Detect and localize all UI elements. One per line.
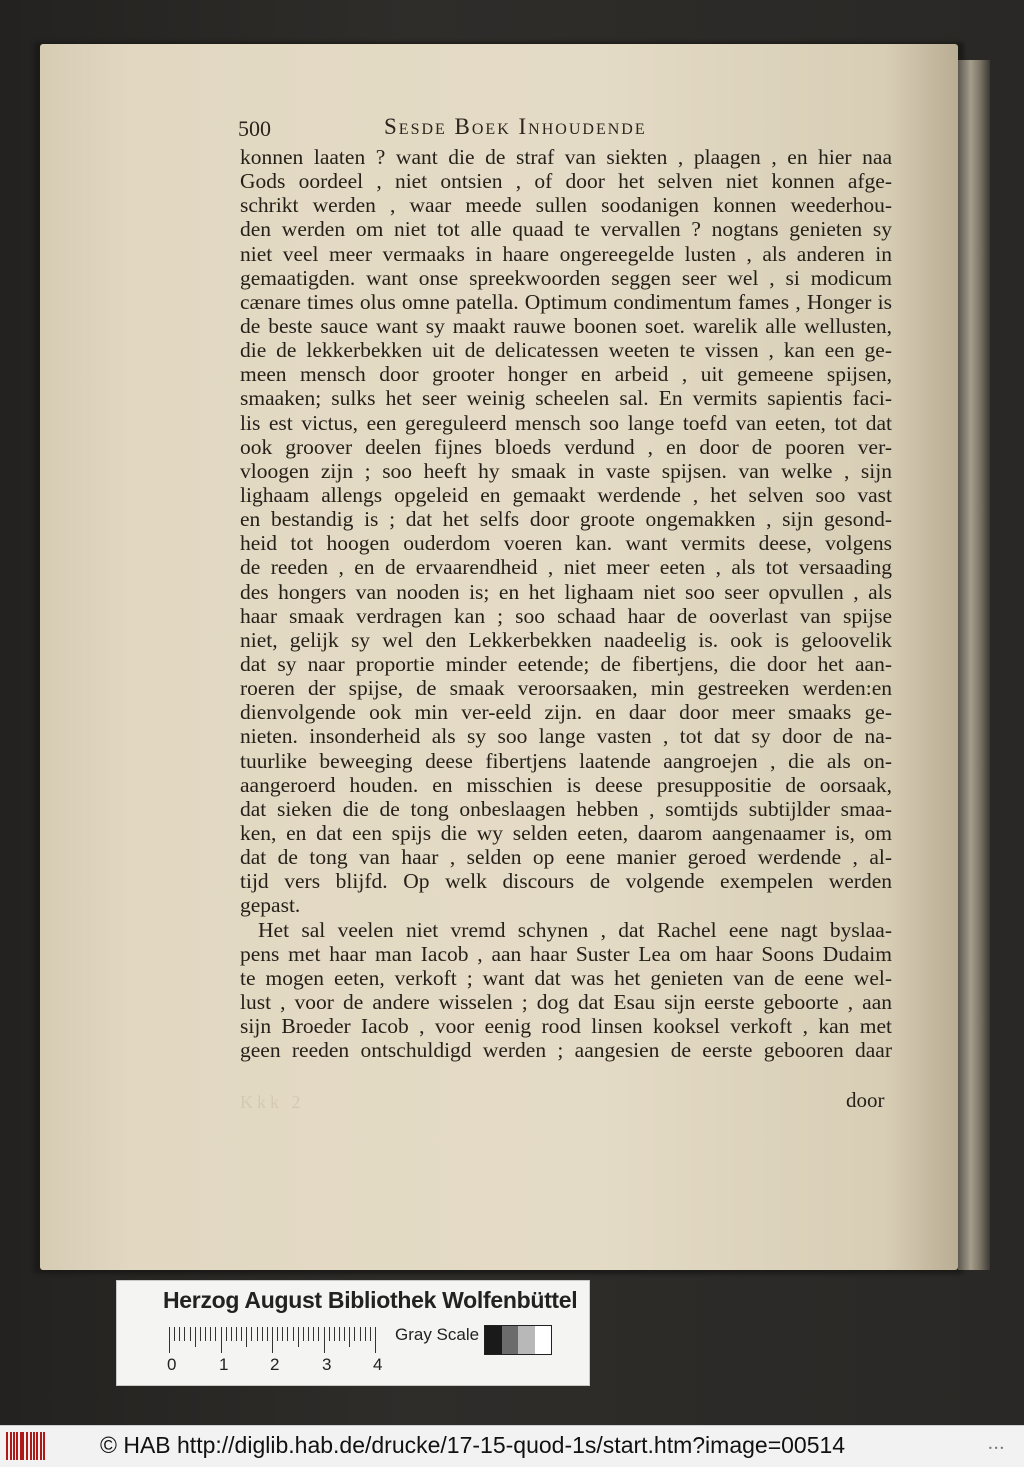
gray-scale-label: Gray Scale xyxy=(395,1325,480,1344)
text-line: aangeroerd houden. en misschien is deese presuppositie de oorsaak, xyxy=(240,772,892,797)
text-line: ook groover deelen fijnes bloeds verdund , en door de pooren ver- xyxy=(240,434,892,459)
logo-bar xyxy=(6,1432,8,1460)
ruler-number: 4 xyxy=(373,1355,383,1374)
ruler-tick xyxy=(262,1327,263,1341)
ruler-tick xyxy=(226,1327,227,1341)
logo-bar xyxy=(26,1432,28,1460)
ruler-tick xyxy=(334,1327,335,1341)
text-line: lust , voor de andere wisselen ; dog dat Esau sijn eerste geboorte , aan xyxy=(240,989,892,1014)
logo-bar xyxy=(22,1432,24,1460)
text-line: roeren der spijse, de smaak veroorsaaken, min gestreeken werden:en xyxy=(240,676,892,701)
ruler-tick xyxy=(251,1327,252,1341)
text-line: te mogen eeten, verkoft ; want dat was het genieten van de eene wel- xyxy=(240,965,892,990)
ruler-tick xyxy=(267,1327,268,1341)
logo-bar xyxy=(36,1432,38,1460)
ruler-tick xyxy=(354,1327,355,1341)
ruler-tick xyxy=(298,1327,299,1347)
text-line: meen mensch door grooter honger en arbeid , uit gemeene spijsen, xyxy=(240,362,892,387)
logo-bar xyxy=(40,1432,42,1460)
menu-dots-icon[interactable]: ••• xyxy=(988,1444,1006,1453)
text-line: gepast. xyxy=(240,893,301,918)
text-line: niet, gelijk sy wel den Lekkerbekken naadeelig is. ook is geloovelik xyxy=(240,627,892,652)
text-line: smaaken; sulks het seer weinig scheelen sal. En vermits sapientis faci- xyxy=(240,386,892,411)
text-line: die de lekkerbekken uit de delicatessen weeten te vissen , kan een ge- xyxy=(240,338,892,363)
ruler-number: 2 xyxy=(270,1355,280,1374)
ruler-tick xyxy=(349,1327,350,1347)
text-line: gemaatigden. want onse spreekwoorden seggen seer wel , si modicum xyxy=(240,265,892,290)
ruler-tick xyxy=(293,1327,294,1341)
text-line: sijn Broeder Iacob , voor eenig rood linsen kooksel verkoft , kan met xyxy=(240,1014,892,1039)
ruler-tick xyxy=(205,1327,206,1341)
ruler-tick xyxy=(375,1327,376,1353)
ruler-tick xyxy=(221,1327,222,1353)
text-line: konnen laaten ? want die de straf van siekten , plaagen , en hier naa xyxy=(240,145,892,169)
text-line: Het sal veelen niet vremd schynen , dat Rachel eene nagt byslaa- xyxy=(258,917,892,942)
gray-swatch xyxy=(535,1326,552,1354)
logo-bar xyxy=(33,1432,35,1460)
gray-swatch xyxy=(502,1326,519,1354)
ruler-tick xyxy=(236,1327,237,1341)
ruler-tick xyxy=(339,1327,340,1341)
library-title: Herzog August Bibliothek Wolfenbüttel xyxy=(163,1287,578,1313)
ruler-tick xyxy=(370,1327,371,1341)
logo-bar xyxy=(10,1432,12,1460)
footer-bar xyxy=(0,1425,1024,1467)
ruler-tick xyxy=(360,1327,361,1341)
text-line: den werden om niet tot alle quaad te vervallen ? nogtans genieten sy xyxy=(240,217,892,242)
text-line: cænare times olus omne patella. Optimum condimentum fames , Honger is xyxy=(240,289,892,314)
text-line: nieten. insonderheid als sy soo lange vasten , tot dat sy door de na- xyxy=(240,724,892,749)
text-line: Gods oordeel , niet ontsien , of door het selven niet konnen afge- xyxy=(240,169,892,194)
ruler-number: 1 xyxy=(219,1355,229,1374)
text-line: niet veel meer vermaaks in haare ongereegelde lusten , als anderen in xyxy=(240,241,892,266)
ruler-number: 3 xyxy=(322,1355,332,1374)
text-line: schrikt werden , waar meede sullen soodanigen konnen weederhou- xyxy=(240,193,892,218)
ruler-tick xyxy=(282,1327,283,1341)
ruler-tick xyxy=(365,1327,366,1341)
logo-bar xyxy=(13,1432,15,1460)
text-line: tijd vers blijfd. Op welk discours de volgende exempelen werden xyxy=(240,869,892,894)
page-header xyxy=(238,112,888,146)
ruler-tick xyxy=(200,1327,201,1341)
ruler-tick xyxy=(329,1327,330,1341)
text-line: lis est victus, een gereguleerd mensch soo lange toefd van eeten, tot dat xyxy=(240,410,892,435)
bleed-through-signature: Kkk 2 xyxy=(240,1092,305,1112)
logo-bar xyxy=(43,1432,45,1460)
text-line: geen reeden ontschuldigd werden ; aangesien de eerste gebooren daar xyxy=(240,1038,892,1063)
ruler-tick xyxy=(246,1327,247,1347)
ruler-tick xyxy=(272,1327,273,1353)
text-line: vloogen zijn ; soo heeft hy smaak in vaste spijsen. van welke , sijn xyxy=(240,458,892,483)
logo-bar xyxy=(16,1432,18,1460)
ruler-number: 0 xyxy=(167,1355,177,1374)
ruler-tick xyxy=(210,1327,211,1341)
ruler-tick xyxy=(169,1327,170,1353)
text-line: pens met haar man Iacob , aan haar Suster Lea om haar Soons Dudaim xyxy=(240,941,892,966)
logo-bar xyxy=(30,1432,32,1460)
ruler-tick xyxy=(257,1327,258,1341)
ruler-tick xyxy=(231,1327,232,1341)
ruler-tick xyxy=(215,1327,216,1341)
text-line: en bestandig is ; dat het selfs door groote ongemakken , sijn gesond- xyxy=(240,507,892,532)
text-line: lighaam allengs opgeleid en gemaakt werdende , het selven soo vast xyxy=(240,482,892,507)
library-color-card xyxy=(116,1280,590,1386)
copyright-url-text[interactable]: © HAB http://diglib.hab.de/drucke/17-15-quod-1s/start.htm?image=00514 xyxy=(100,1432,846,1458)
ruler-tick xyxy=(318,1327,319,1341)
ruler-tick xyxy=(277,1327,278,1341)
ruler-tick xyxy=(313,1327,314,1341)
ruler-tick xyxy=(303,1327,304,1341)
ruler-tick xyxy=(324,1327,325,1353)
gray-scale-swatches xyxy=(484,1325,552,1355)
catchword: door xyxy=(846,1088,885,1112)
text-line: des hongers van nooden is; en het lighaam niet soo seer opvullen , als xyxy=(240,579,892,604)
book-spine-edge xyxy=(958,60,990,1270)
hab-barcode-logo-icon[interactable] xyxy=(6,1432,46,1460)
page-number: 500 xyxy=(238,116,271,141)
text-line: tuurlike beweeging deese fibertjens laatende aangroejen , die als on- xyxy=(240,748,892,773)
gray-swatch xyxy=(485,1326,502,1354)
text-line: heid tot hoogen ouderdom voeren kan. want vermits deese, volgens xyxy=(240,531,892,556)
text-line: de reeden , en de ervaarendheid , niet meer eeten , als tot versaading xyxy=(240,555,892,580)
ruler-tick xyxy=(195,1327,196,1347)
gray-swatch xyxy=(518,1326,535,1354)
ruler-tick xyxy=(241,1327,242,1341)
text-line: dat de tong van haar , selden op eene manier geroed werdende , al- xyxy=(240,845,892,870)
text-line: dienvolgende ook min ver-eeld zijn. en daar door meer smaaks ge- xyxy=(240,700,892,725)
running-head: Sesde Boek Inhoudende xyxy=(384,114,647,139)
text-line: de beste sauce want sy maakt rauwe boonen soet. warelik alle wellusten, xyxy=(240,313,892,338)
ruler-tick xyxy=(190,1327,191,1341)
ruler-tick xyxy=(179,1327,180,1341)
body-text xyxy=(240,145,892,1062)
text-line: haar smaak verdragen kan ; soo schaad haar de ooverlast van spijse xyxy=(240,603,892,628)
ruler-tick xyxy=(174,1327,175,1341)
text-line: ken, en dat een spijs die wy selden eeten, daarom aangenaamer is, om xyxy=(240,820,892,845)
text-line: dat sy naar proportie minder eetende; de fibertjens, die door het aan- xyxy=(240,651,892,676)
ruler-tick xyxy=(308,1327,309,1341)
scale-ruler xyxy=(169,1327,383,1353)
ruler-tick xyxy=(344,1327,345,1341)
text-line: dat sieken die de tong onbeslaagen hebben , somtijds subtijlder smaa- xyxy=(240,796,892,821)
ruler-tick xyxy=(184,1327,185,1341)
ruler-tick xyxy=(287,1327,288,1341)
